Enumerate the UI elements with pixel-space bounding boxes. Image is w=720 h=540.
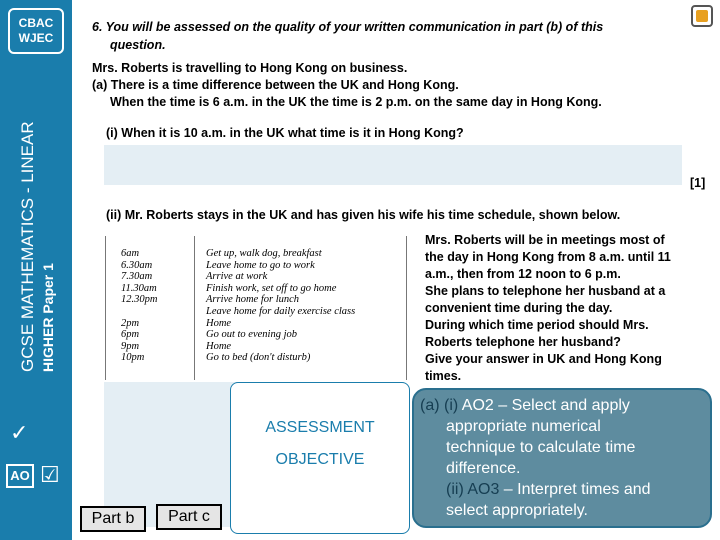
activity-cell: Go to bed (don't disturb) bbox=[206, 352, 311, 364]
obj-b-line-2: select appropriately. bbox=[446, 502, 588, 519]
part-b-button[interactable]: Part b bbox=[80, 506, 146, 532]
scenario-line: During which time period should Mrs. bbox=[425, 318, 649, 332]
assessment-objective-panel bbox=[230, 382, 410, 534]
intro-line-2: (a) There is a time difference between the UK and Hong Kong. bbox=[92, 78, 459, 92]
obj-a-line-3: technique to calculate time bbox=[446, 439, 636, 456]
time-cell: 12.30pm bbox=[121, 294, 158, 306]
time-cell: 7.30am bbox=[121, 271, 153, 283]
time-cell: 2pm bbox=[121, 317, 140, 329]
part-i-question: (i) When it is 10 a.m. in the UK what time is it in Hong Kong? bbox=[106, 126, 464, 140]
sidebar bbox=[0, 0, 72, 540]
activity-cell: Leave home for daily exercise class bbox=[206, 305, 356, 317]
scenario-line: She plans to telephone her husband at a bbox=[425, 284, 666, 298]
subject-title: GCSE MATHEMATICS - LINEAR bbox=[18, 121, 37, 372]
obj-a-prefix: (a) (i) bbox=[420, 397, 459, 414]
time-cell: 10pm bbox=[121, 352, 145, 364]
activity-cell: Go out to evening job bbox=[206, 329, 297, 341]
activity-cell: Leave home to go to work bbox=[206, 259, 315, 271]
obj-a-ao: AO2 bbox=[461, 397, 494, 414]
ao-icon-label: AO bbox=[10, 468, 30, 483]
question-line-2: question. bbox=[110, 38, 166, 52]
logo-line-1: CBAC bbox=[18, 16, 54, 30]
question-header bbox=[92, 18, 672, 54]
obj-a-text: – Select and apply bbox=[493, 397, 630, 414]
time-cell: 11.30am bbox=[121, 282, 157, 294]
scenario-line: times. bbox=[425, 369, 462, 383]
scenario-line: convenient time during the day. bbox=[425, 301, 613, 315]
activity-cell: Home bbox=[206, 317, 232, 329]
intro-line-3: When the time is 6 a.m. in the UK the time is 2 p.m. on the same day in Hong Kong. bbox=[110, 95, 602, 109]
scenario-text bbox=[425, 232, 705, 385]
time-cell: 6am bbox=[121, 248, 140, 259]
activity-cell: Get up, walk dog, breakfast bbox=[206, 248, 322, 259]
time-cell: 6pm bbox=[121, 329, 140, 341]
scenario-line: Give your answer in UK and Hong Kong bbox=[425, 352, 662, 366]
scenario-line: a.m., then from 12 noon to 6 p.m. bbox=[425, 267, 621, 281]
logo-line-2: WJEC bbox=[18, 31, 54, 45]
question-line-1: 6. You will be assessed on the quality of your written communication in part (b) of this bbox=[92, 20, 604, 34]
time-cell bbox=[121, 306, 191, 318]
activity-cell: Finish work, set off to go home bbox=[206, 282, 337, 294]
intro-line-1: Mrs. Roberts is travelling to Hong Kong on business. bbox=[92, 61, 408, 75]
obj-a-line-4: difference. bbox=[446, 460, 521, 477]
scenario-line: the day in Hong Kong from 8 a.m. until 11 bbox=[425, 250, 671, 264]
obj-b-prefix: (ii) bbox=[446, 481, 464, 498]
paper-title: HIGHER Paper 1 bbox=[40, 263, 56, 372]
scenario-line: Mrs. Roberts will be in meetings most of bbox=[425, 233, 665, 247]
check-icon[interactable]: ✓ bbox=[10, 420, 29, 445]
part-c-button[interactable]: Part c bbox=[156, 504, 222, 530]
activity-cell: Home bbox=[206, 340, 232, 352]
ao-icon[interactable] bbox=[6, 464, 34, 488]
wjec-logo bbox=[8, 8, 64, 54]
time-cell: 6.30am bbox=[121, 259, 153, 271]
home-icon[interactable] bbox=[691, 5, 713, 27]
activity-cell: Arrive home for lunch bbox=[206, 294, 300, 306]
part-ii-question: (ii) Mr. Roberts stays in the UK and has given his wife his time schedule, shown below. bbox=[106, 208, 621, 222]
check-box-icon[interactable]: ☑ bbox=[40, 462, 60, 487]
schedule-activities bbox=[206, 248, 401, 364]
activity-cell: Arrive at work bbox=[206, 271, 268, 283]
time-cell: 9pm bbox=[121, 340, 140, 352]
objectives-box bbox=[412, 388, 712, 528]
assessment-label: ASSESSMENT bbox=[265, 419, 375, 436]
scenario-line: Roberts telephone her husband? bbox=[425, 335, 621, 349]
schedule-table bbox=[105, 236, 407, 380]
answer-box-part-i[interactable] bbox=[104, 145, 682, 185]
objective-label: OBJECTIVE bbox=[275, 451, 365, 468]
mark-allocation: [1] bbox=[690, 176, 706, 190]
obj-b-ao: AO3 bbox=[467, 481, 500, 498]
schedule-times bbox=[121, 248, 191, 364]
obj-a-line-2: appropriate numerical bbox=[446, 418, 601, 435]
question-intro bbox=[92, 60, 692, 111]
obj-b-text: – Interpret times and bbox=[499, 481, 651, 498]
